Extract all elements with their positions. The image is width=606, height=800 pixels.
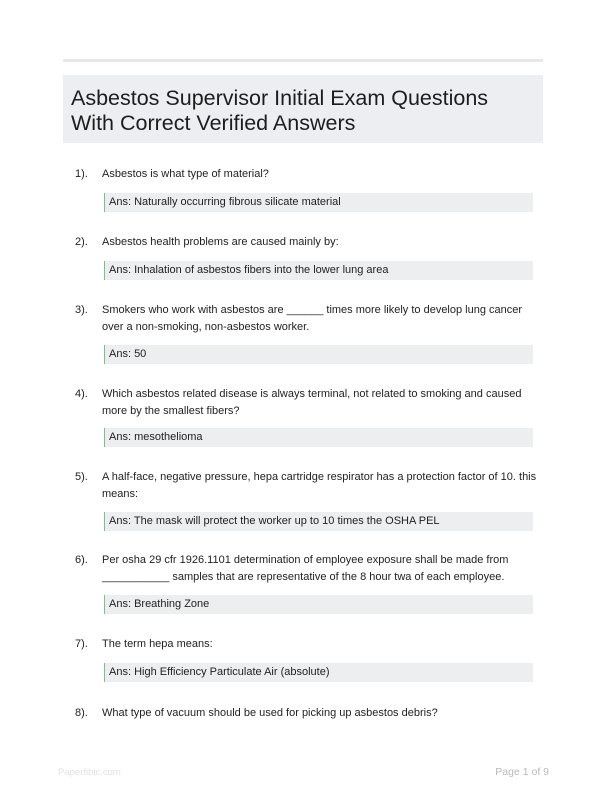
question-text: Which asbestos related disease is always terminal, not related to smoking and caused more by the smallest fibers? — [102, 388, 522, 417]
question-number: 8). — [75, 707, 88, 719]
answer-box: Ans: Inhalation of asbestos fibers into the lower lung area — [104, 261, 533, 280]
question-number: 7). — [75, 638, 88, 650]
question-number: 6). — [75, 554, 88, 566]
question-text: Asbestos health problems are caused mainly by: — [102, 236, 339, 248]
question-text: Per osha 29 cfr 1926.1101 determination of employee exposure shall be made from ___________ samples that are representative of the 8 hour twa of each employee. — [102, 554, 509, 583]
page-indicator: Page 1 of 9 — [495, 766, 549, 778]
question-number: 4). — [75, 388, 88, 400]
answer-box: Ans: 50 — [104, 345, 533, 364]
watermark-text: Paperfibic.com — [58, 767, 121, 778]
answer-box: Ans: The mask will protect the worker up to 10 times the OSHA PEL — [104, 512, 533, 531]
top-divider — [63, 59, 543, 62]
question-text: The term hepa means: — [102, 638, 213, 650]
question-text: Asbestos is what type of material? — [102, 168, 269, 180]
question-text: What type of vacuum should be used for picking up asbestos debris? — [102, 707, 438, 719]
question-number: 5). — [75, 471, 88, 483]
question-text: Smokers who work with asbestos are ______ times more likely to develop lung cancer over a non-smoking, non-asbestos worker. — [102, 304, 523, 333]
question-number: 3). — [75, 304, 88, 316]
answer-box: Ans: Naturally occurring fibrous silicate material — [104, 193, 533, 212]
document-title: Asbestos Supervisor Initial Exam Questions With Correct Verified Answers — [71, 86, 489, 135]
question-number: 2). — [75, 236, 88, 248]
answer-box: Ans: High Efficiency Particulate Air (absolute) — [104, 663, 533, 682]
question-number: 1). — [75, 168, 88, 180]
answer-box: Ans: Breathing Zone — [104, 595, 533, 614]
question-text: A half-face, negative pressure, hepa cartridge respirator has a protection factor of 10. this means: — [102, 471, 537, 500]
answer-box: Ans: mesothelioma — [104, 428, 533, 447]
title-banner — [63, 75, 543, 143]
